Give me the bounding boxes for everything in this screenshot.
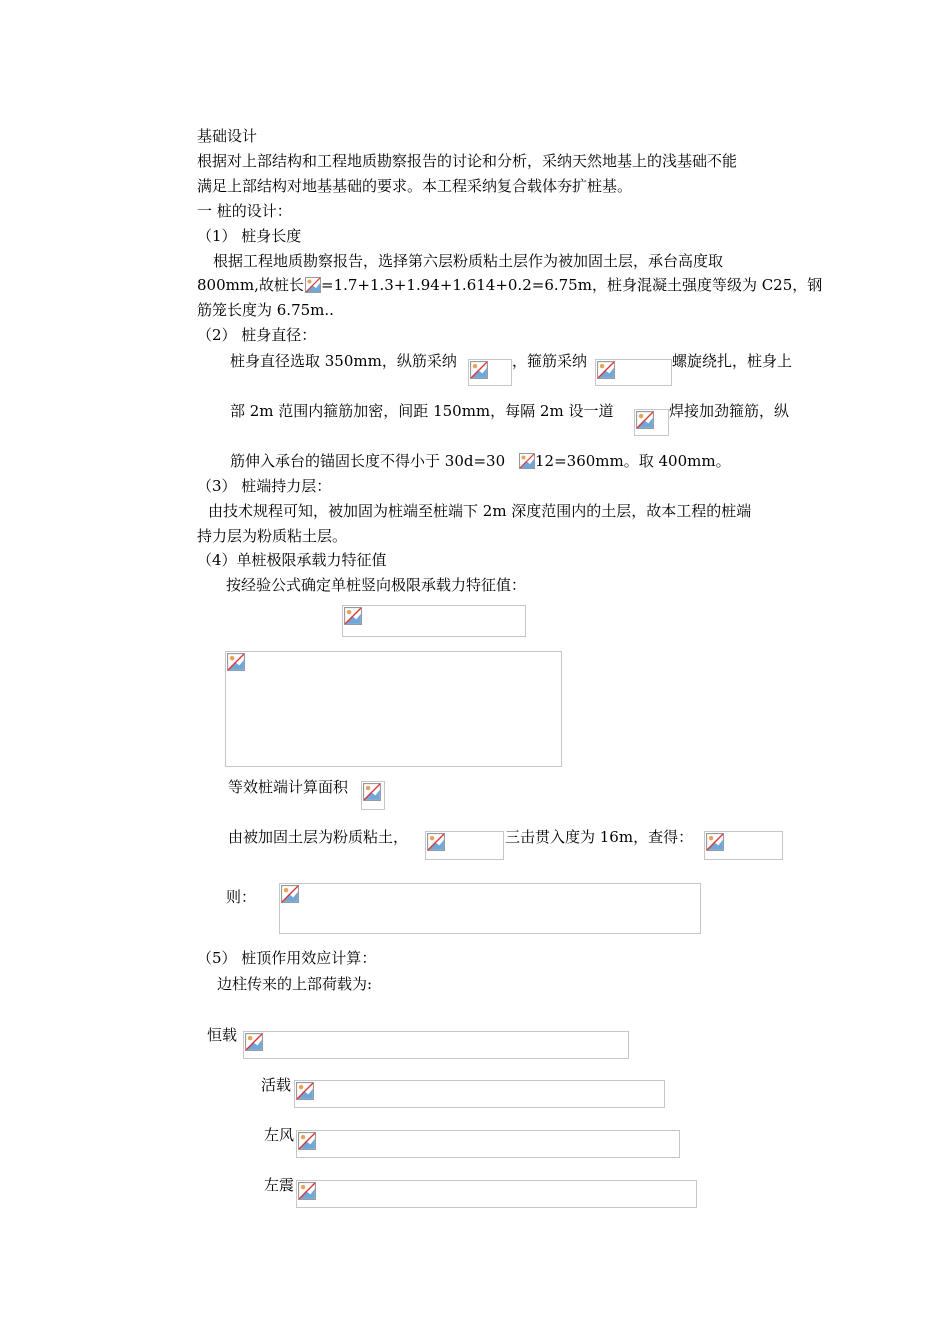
formula-image — [243, 1031, 629, 1059]
formula-image — [595, 359, 672, 386]
capacity-heading: （4）单桩极限承载力特征值 — [197, 551, 387, 569]
left-seismic-label: 左震 — [264, 1176, 295, 1194]
pile-length-para-2a: 800mm,故桩长 — [197, 276, 304, 294]
formula-image — [342, 605, 526, 637]
formula-image — [279, 883, 701, 934]
formula-image — [704, 831, 783, 860]
intro-line-2: 满足上部结构对地基基础的要求。本工程采纳复合载体夯扩桩基。 — [197, 177, 633, 195]
formula-image — [468, 359, 512, 386]
formula-image — [361, 781, 385, 810]
intro-line-1: 根据对上部结构和工程地质勘察报告的讨论和分析，采纳天然地基上的浅基础不能 — [197, 152, 738, 170]
bearing-layer-heading: （3） 桩端持力层： — [197, 477, 332, 495]
pile-top-effect-heading: （5） 桩顶作用效应计算： — [197, 949, 377, 967]
pile-diameter-para-1c: 螺旋绕扎，桩身上 — [672, 352, 793, 370]
doc-title: 基础设计 — [197, 127, 258, 145]
capacity-para-4: 则： — [226, 888, 257, 906]
broken-image-icon — [298, 1182, 316, 1200]
broken-image-icon — [363, 783, 381, 801]
broken-image-icon — [706, 833, 724, 851]
pile-diameter-para-1a: 桩身直径选取 350mm，纵筋采纳 — [230, 352, 457, 370]
broken-image-icon — [519, 453, 535, 469]
broken-image-icon — [597, 361, 615, 379]
pile-diameter-para-3b: 12=360mm。取 400mm。 — [535, 452, 731, 470]
broken-image-icon — [344, 607, 362, 625]
capacity-para-2: 等效桩端计算面积 — [228, 778, 349, 796]
formula-image — [294, 1080, 665, 1108]
capacity-para-3b: 三击贯入度为 16m，查得： — [505, 828, 694, 846]
broken-image-icon — [245, 1033, 263, 1051]
broken-image-icon — [298, 1132, 316, 1150]
broken-image-icon — [305, 277, 321, 293]
capacity-para-1: 按经验公式确定单桩竖向极限承载力特征值： — [226, 576, 527, 594]
pile-diameter-para-2b: 焊接加劲箍筋，纵 — [669, 402, 790, 420]
dead-load-label: 恒载 — [207, 1026, 238, 1044]
pile-length-para-2b: =1.7+1.3+1.94+1.614+0.2=6.75m，桩身混凝土强度等级为 C25，钢 — [321, 276, 823, 294]
pile-top-effect-para-1: 边柱传来的上部荷载为: — [217, 975, 373, 993]
left-wind-label: 左风 — [264, 1126, 295, 1144]
broken-image-icon — [470, 361, 488, 379]
pile-length-para-1: 根据工程地质勘察报告，选择第六层粉质粘土层作为被加固土层，承台高度取 — [213, 252, 724, 270]
formula-image — [225, 651, 562, 767]
pile-diameter-heading: （2） 桩身直径： — [197, 326, 317, 344]
formula-image — [634, 409, 669, 436]
broken-image-icon — [227, 653, 245, 671]
formula-image — [296, 1180, 697, 1208]
bearing-layer-para-2: 持力层为粉质粘土层。 — [197, 527, 348, 545]
formula-image — [425, 831, 504, 860]
section-1-heading: 一 桩的设计： — [197, 202, 292, 220]
pile-length-heading: （1） 桩身长度 — [197, 227, 302, 245]
capacity-para-3a: 由被加固土层为粉质粘土， — [228, 828, 409, 846]
broken-image-icon — [636, 411, 654, 429]
broken-image-icon — [427, 833, 445, 851]
formula-image — [296, 1130, 680, 1158]
pile-diameter-para-3a: 筋伸入承台的锚固长度不得小于 30d=30 — [230, 452, 506, 470]
live-load-label: 活载 — [261, 1076, 292, 1094]
bearing-layer-para-1: 由技术规程可知，被加固为桩端至桩端下 2m 深度范围内的土层，故本工程的桩端 — [208, 502, 752, 520]
pile-length-para-3: 筋笼长度为 6.75m.. — [197, 301, 334, 319]
broken-image-icon — [296, 1082, 314, 1100]
pile-diameter-para-1b: ，箍筋采纳 — [512, 352, 588, 370]
pile-diameter-para-2a: 部 2m 范围内箍筋加密，间距 150mm，每隔 2m 设一道 — [230, 402, 614, 420]
broken-image-icon — [281, 885, 299, 903]
